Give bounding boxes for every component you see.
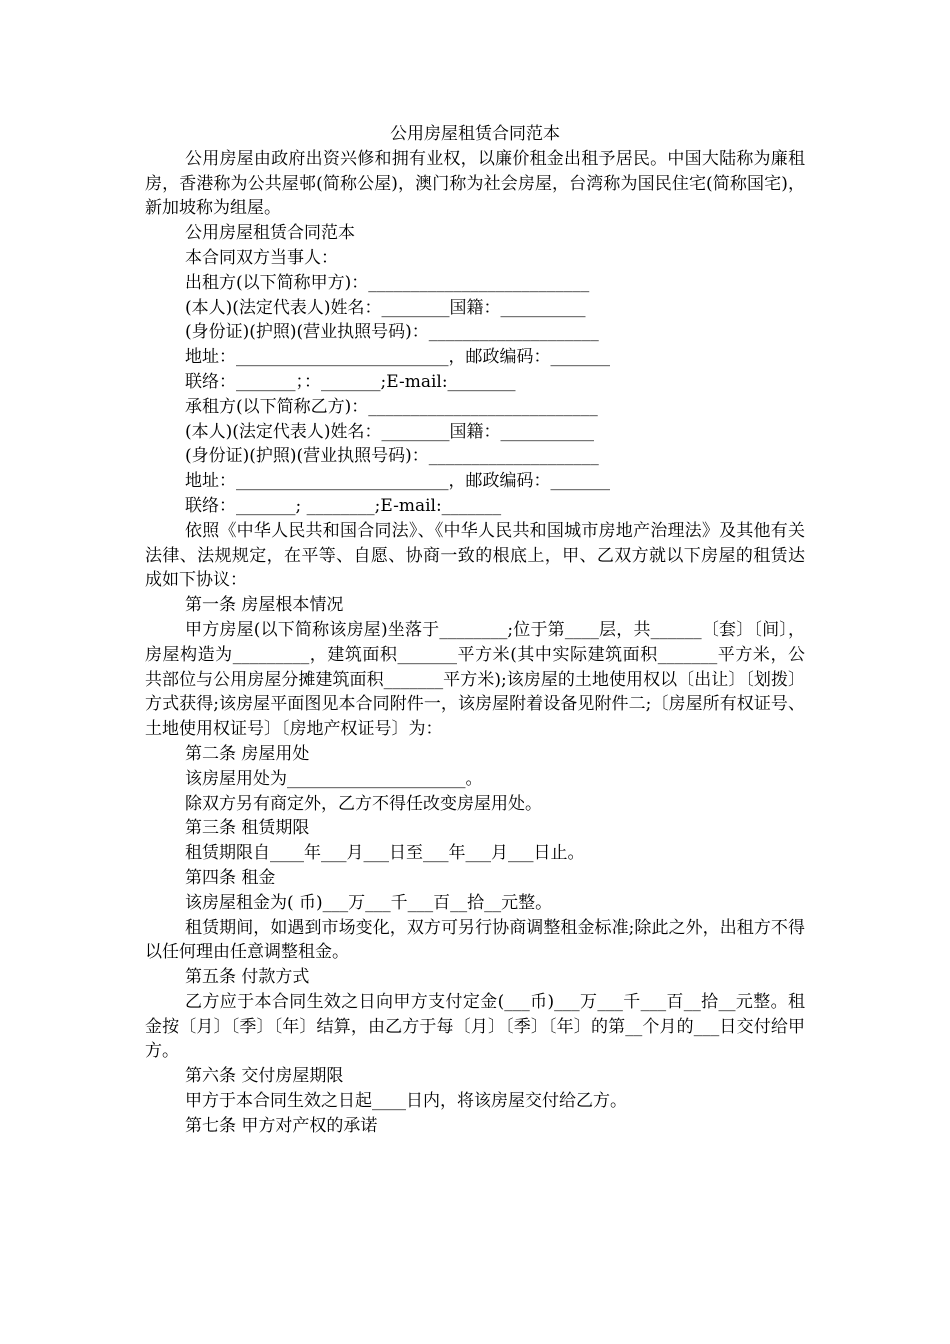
document-page [145, 122, 805, 1139]
document-body [145, 147, 805, 1139]
paragraph: 公用房屋由政府出资兴修和拥有业权，以廉价租金出租予居民。中国大陆称为廉租房，香港称为公共屋邨(简称公屋)，澳门称为社会房屋，台湾称为国民住宅(简称国宅)，新加坡称为组屋。 [145, 148, 805, 219]
paragraph: 承租方(以下简称乙方)：___________________________ [185, 396, 598, 417]
paragraph: (身份证)(护照)(营业执照号码)：____________________ [185, 322, 599, 343]
paragraph: 本合同双方当事人： [185, 247, 338, 268]
paragraph: 除双方另有商定外，乙方不得任改变房屋用处。 [185, 793, 542, 814]
paragraph: 出租方(以下简称甲方)：__________________________ [185, 272, 590, 293]
paragraph: 地址：_________________________，邮政编码：_______ [185, 347, 610, 368]
paragraph: 该房屋用处为_____________________。 [185, 768, 483, 789]
paragraph: 租赁期限自____年___月___日至___年___月___日止。 [185, 843, 585, 864]
paragraph: 第七条 甲方对产权的承诺 [185, 1115, 378, 1136]
paragraph: 甲方于本合同生效之日起____日内，将该房屋交付给乙方。 [185, 1091, 627, 1112]
paragraph: 甲方房屋(以下简称该房屋)坐落于________;位于第____层，共______〔套〕〔间〕，房屋构造为_________，建筑面积_______平方米(其中实际建筑面积_______平方米，公共部位与公用房屋分摊建筑面积_______平方米);该房屋的土地使用权以〔出让〕〔划拨〕方式获得;该房屋平面图见本合同附件一，该房屋附着设备见附件二;〔房屋所有权证号、土地使用权证号〕〔房地产权证号〕为： [145, 619, 805, 740]
paragraph: 该房屋租金为( 币)___万___千___百__拾__元整。 [185, 892, 553, 913]
paragraph: 第五条 付款方式 [185, 967, 310, 988]
paragraph: 第三条 租赁期限 [185, 818, 310, 839]
paragraph: 租赁期间，如遇到市场变化，双方可另行协商调整租金标准;除此之外，出租方不得以任何理由任意调整租金。 [145, 917, 805, 963]
paragraph: 联络：_______；：_______;E-mail:________ [185, 371, 516, 392]
paragraph: (身份证)(护照)(营业执照号码)：____________________ [185, 446, 599, 467]
paragraph: 第二条 房屋用处 [185, 743, 310, 764]
document-title: 公用房屋租赁合同范本 [390, 124, 560, 144]
paragraph: 依照《中华人民共和国合同法》、《中华人民共和国城市房地产治理法》及其他有关法律、法规规定，在平等、自愿、协商一致的根底上，甲、乙双方就以下房屋的租赁达成如下协议： [145, 520, 805, 591]
paragraph: (本人)(法定代表人)姓名：________国籍：___________ [185, 421, 595, 442]
paragraph: 公用房屋租赁合同范本 [185, 223, 355, 244]
paragraph: 第四条 租金 [185, 867, 276, 888]
paragraph: 第一条 房屋根本情况 [185, 595, 344, 616]
paragraph: (本人)(法定代表人)姓名：________国籍：__________ [185, 297, 586, 318]
paragraph: 第六条 交付房屋期限 [185, 1066, 344, 1087]
paragraph: 乙方应于本合同生效之日向甲方支付定金(___币)___万___千___百__拾__元整。租金按〔月〕〔季〕〔年〕结算，由乙方于每〔月〕〔季〕〔年〕的第__个月的___日交付给甲方。 [145, 991, 805, 1062]
paragraph: 地址：_________________________，邮政编码：_______ [185, 471, 610, 492]
paragraph: 联络：_______; ________;E-mail:_______ [185, 495, 502, 516]
